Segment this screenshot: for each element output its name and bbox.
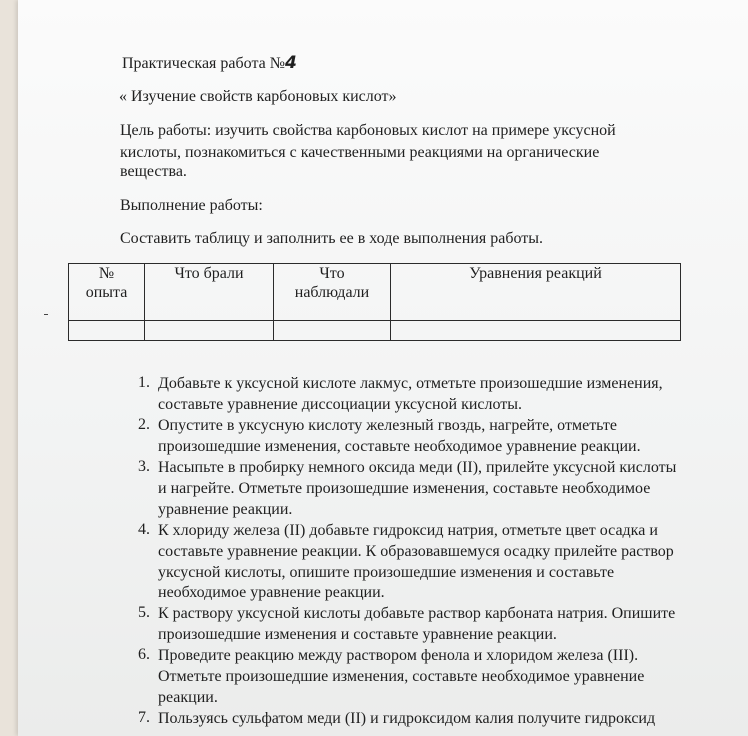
table-cell[interactable]: [69, 321, 145, 341]
table-cell[interactable]: [391, 321, 681, 341]
document-page: Практическая работа №4 « Изучение свойств карбоновых кислот» Цель работы: изучить свойства карбоновых кислот на примере уксусной кислоты, познакомиться с качественными реакциями на органические вещества. Выполнение работы: Составить таблицу и заполнить ее в ходе выполнения работы. № опыта Что брали Что наблюдали Уравнения реакций 1. Добавьте к уксусной кислоте лакмус, отметьте произошедшие изменения, составьте уравнение диссоциации уксусной кислоты. 2. Опустите в уксусную кислоту железный гвоздь, нагрейте, отметьте произошедшие изменения, составьте необходимое уравнение реакции. 3. Насыпьте в пробирку немного оксида меди (II), прилейте уксусной кислоты и нагрейте. Отметьте произошедшие изменения, составьте необходимое уравнение реакции. 4. К хлориду железа (II) добавьте гидроксид натрия, отметьте цвет осадка и составьте уравнение реакции. К образовавшемуся осадку прилейте раствор уксусной кислоты, опишите произошедшие изменения и составьте необходимое уравнение реакции. 5. К раствору уксусной кислоты добавьте раствор карбоната натрия. Опишите произошедшие изменения и составьте уравнение реакции. 6. Проведите реакцию между раствором фенола и хлоридом железа (III). Отметьте произошедшие изменения, составьте необходимое уравнение реакции. 7. Пользуясь сульфатом меди (II) и гидроксидом калия получите гидроксид: [18, 0, 748, 736]
table-row: [69, 321, 681, 341]
goal-line-1: Цель работы: изучить свойства карбоновых кислот на примере уксусной: [120, 122, 616, 139]
goal-line-3: вещества.: [120, 163, 187, 180]
header-experiment-number: № опыта: [69, 264, 145, 321]
results-table: [68, 263, 681, 341]
page-title-text: Практическая работа №: [122, 55, 285, 72]
goal-line-2: кислоты, познакомиться с качественными реакциями на органические: [120, 144, 600, 161]
table-cell[interactable]: [274, 321, 391, 341]
page-subtitle: « Изучение свойств карбоновых кислот»: [119, 88, 397, 105]
table-instruction: Составить таблицу и заполнить ее в ходе выполнения работы.: [120, 230, 544, 247]
table-header-row: [69, 264, 681, 321]
header-reaction-equations: Уравнения реакций: [391, 264, 681, 321]
header-observed: Что наблюдали: [274, 264, 391, 321]
table-cell[interactable]: [145, 321, 274, 341]
handwritten-number: 4: [285, 53, 297, 73]
page-title: [122, 53, 297, 73]
header-what-taken: Что брали: [145, 264, 274, 321]
procedure-heading: Выполнение работы:: [120, 197, 263, 214]
pen-mark: [44, 314, 48, 315]
